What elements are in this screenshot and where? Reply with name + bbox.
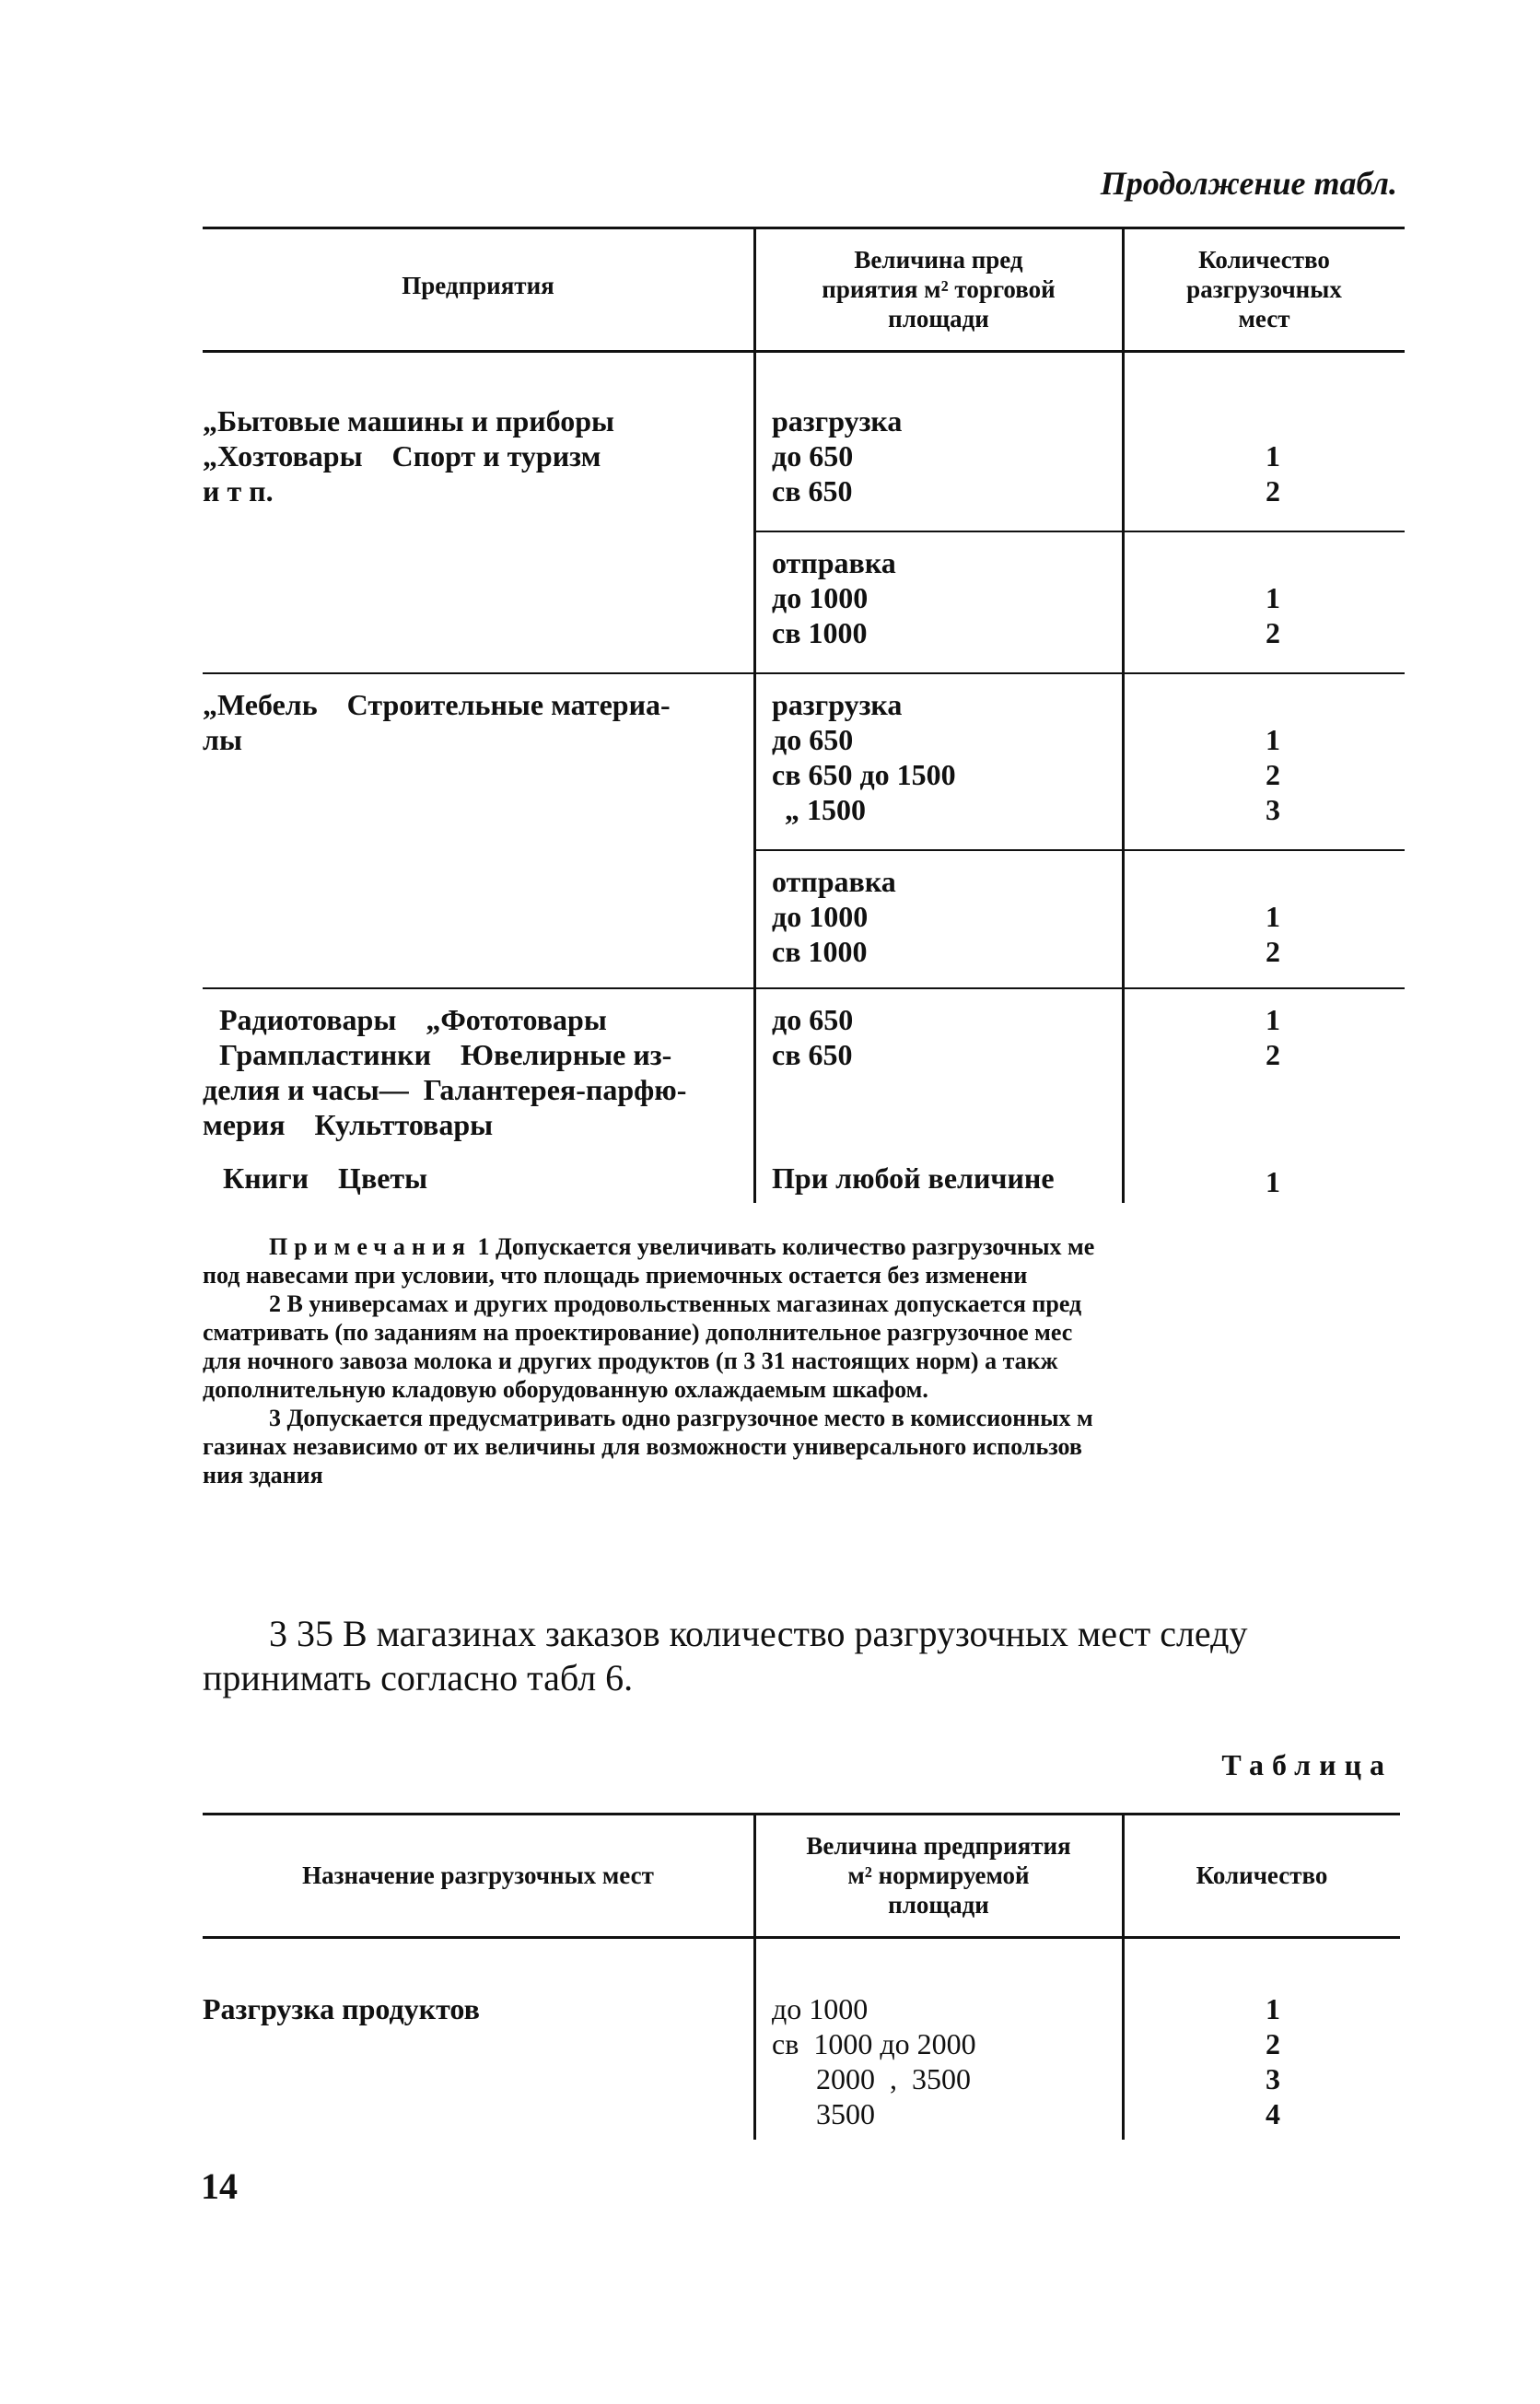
count-value: 2 bbox=[1266, 1038, 1280, 1071]
enterprise-line: „Хозтовары Спорт и туризм bbox=[203, 439, 601, 473]
purpose-value: Разгрузка продуктов bbox=[203, 1992, 480, 2025]
count-value: 1 bbox=[1266, 723, 1280, 756]
size-line: св 1000 bbox=[772, 616, 868, 649]
enterprise-cell bbox=[223, 1161, 739, 1196]
size-cell bbox=[772, 403, 902, 508]
count-value: 2 bbox=[1266, 758, 1280, 791]
purpose-cell bbox=[203, 1991, 480, 2026]
size-line: отправка bbox=[772, 546, 896, 579]
enterprise-cell bbox=[203, 403, 746, 508]
size-line: до 1000 bbox=[772, 581, 869, 614]
table-1 bbox=[203, 227, 1405, 1203]
note-line: для ночного завоза молока и других продуктов (п 3 31 настоящих норм) а такж bbox=[203, 1348, 1058, 1374]
paragraph-line: 3 35 В магазинах заказов количество разгрузочных мест следу bbox=[269, 1613, 1248, 1654]
size-line: до 1000 bbox=[772, 900, 869, 933]
size-cell bbox=[772, 1161, 1055, 1196]
enterprise-line: Книги Цветы bbox=[223, 1161, 428, 1195]
count-value: 3 bbox=[1266, 2062, 1280, 2095]
size-line: до 650 bbox=[772, 723, 854, 756]
enterprise-line: „Мебель Строительные материа- bbox=[203, 688, 671, 721]
size-line: 3500 bbox=[816, 2097, 875, 2130]
table-top-rule bbox=[203, 227, 1405, 229]
header-line: Количество bbox=[1198, 246, 1330, 274]
table-label: Таблица bbox=[1221, 1748, 1393, 1781]
size-line: разгрузка bbox=[772, 688, 903, 721]
note-line: 2 В универсамах и других продовольственных магазинах допускается пред bbox=[269, 1290, 1082, 1317]
header-line: мест bbox=[1238, 305, 1290, 333]
header-count bbox=[1124, 1861, 1400, 1890]
header-line: площади bbox=[888, 305, 989, 333]
size-cell bbox=[772, 1991, 976, 2131]
count-value: 1 bbox=[1266, 1165, 1280, 1198]
enterprise-line: лы bbox=[203, 723, 242, 756]
size-cell bbox=[772, 864, 896, 969]
header-size bbox=[755, 245, 1122, 333]
size-cell bbox=[772, 545, 896, 650]
header-size bbox=[755, 1831, 1122, 1920]
count-value: 1 bbox=[1266, 1992, 1280, 2025]
note-line: под навесами при условии, что площадь приемочных остается без изменени bbox=[203, 1262, 1028, 1289]
header-enterprises bbox=[203, 271, 753, 300]
size-line: 2000 , 3500 bbox=[816, 2062, 971, 2095]
block-rule bbox=[753, 849, 1405, 851]
group-rule bbox=[203, 672, 1405, 674]
size-line: разгрузка bbox=[772, 404, 903, 438]
size-line: При любой величине bbox=[772, 1161, 1055, 1195]
note-line: 1 Допускается увеличивать количество разгрузочных ме bbox=[477, 1233, 1095, 1260]
block-rule bbox=[753, 531, 1405, 532]
page-number: 14 bbox=[201, 2165, 238, 2207]
column-divider bbox=[1122, 227, 1125, 1203]
enterprise-line: мерия Культтовары bbox=[203, 1108, 494, 1141]
paragraph-3-35 bbox=[203, 1612, 1400, 1700]
table-2 bbox=[203, 1813, 1400, 2140]
note-line: сматривать (по заданиям на проектирование) дополнительное разгрузочное мес bbox=[203, 1319, 1073, 1346]
count-value: 1 bbox=[1266, 439, 1280, 473]
header-label: Предприятия bbox=[402, 272, 554, 299]
size-line: св 650 bbox=[772, 1038, 853, 1071]
count-value: 1 bbox=[1266, 581, 1280, 614]
paragraph-line: принимать согласно табл 6. bbox=[203, 1657, 634, 1698]
count-value: 1 bbox=[1266, 900, 1280, 933]
notes-heading: Примечания bbox=[269, 1233, 472, 1260]
size-line: св 650 bbox=[772, 474, 853, 508]
size-line: св 650 до 1500 bbox=[772, 758, 956, 791]
size-line: отправка bbox=[772, 865, 896, 898]
size-line: до 1000 bbox=[772, 1992, 869, 2025]
count-value: 3 bbox=[1266, 793, 1280, 826]
group-rule bbox=[203, 987, 1405, 989]
column-divider bbox=[753, 227, 756, 1203]
header-line: Величина предприятия bbox=[806, 1832, 1071, 1860]
size-line: „ 1500 bbox=[785, 793, 866, 826]
header-line: приятия м² торговой bbox=[822, 275, 1056, 303]
note-line: 3 Допускается предусматривать одно разгрузочное место в комиссионных м bbox=[269, 1405, 1093, 1431]
enterprise-line: „Бытовые машины и приборы bbox=[203, 404, 615, 438]
size-line: до 650 bbox=[772, 439, 854, 473]
count-value: 4 bbox=[1266, 2097, 1280, 2130]
header-label: Назначение разгрузочных мест bbox=[302, 1861, 654, 1889]
count-value: 2 bbox=[1266, 935, 1280, 968]
header-purpose bbox=[203, 1861, 753, 1890]
enterprise-line: Радиотовары „Фототовары bbox=[219, 1003, 607, 1036]
count-value: 2 bbox=[1266, 2027, 1280, 2060]
note-line: ния здания bbox=[203, 1462, 323, 1488]
count-value: 2 bbox=[1266, 474, 1280, 508]
enterprise-cell bbox=[203, 687, 746, 757]
size-cell bbox=[772, 687, 956, 827]
size-line: св 1000 bbox=[772, 935, 868, 968]
header-line: м² нормируемой bbox=[847, 1861, 1030, 1889]
count-value: 1 bbox=[1266, 1003, 1280, 1036]
header-line: площади bbox=[888, 1891, 989, 1919]
size-line: до 650 bbox=[772, 1003, 854, 1036]
header-bottom-rule bbox=[203, 350, 1405, 353]
enterprise-line: и т п. bbox=[203, 474, 274, 508]
size-line: св 1000 до 2000 bbox=[772, 2027, 976, 2060]
enterprise-line: делия и часы— Галантерея-парфю- bbox=[203, 1073, 687, 1106]
count-value: 2 bbox=[1266, 616, 1280, 649]
size-cell bbox=[772, 1002, 853, 1072]
enterprise-cell bbox=[203, 1002, 753, 1142]
table-top-rule bbox=[203, 1813, 1400, 1815]
note-line: дополнительную кладовую оборудованную охлаждаемым шкафом. bbox=[203, 1376, 928, 1403]
header-bottom-rule bbox=[203, 1936, 1400, 1939]
note-line: газинах независимо от их величины для возможности универсального использов bbox=[203, 1433, 1082, 1460]
header-line: Величина пред bbox=[854, 246, 1023, 274]
continuation-caption: Продолжение табл. bbox=[1100, 165, 1397, 202]
header-label: Количество bbox=[1196, 1861, 1328, 1889]
enterprise-line: Грампластинки Ювелирные из- bbox=[219, 1038, 672, 1071]
header-line: разгрузочных bbox=[1186, 275, 1342, 303]
header-count bbox=[1124, 245, 1405, 333]
notes bbox=[203, 1232, 1400, 1489]
